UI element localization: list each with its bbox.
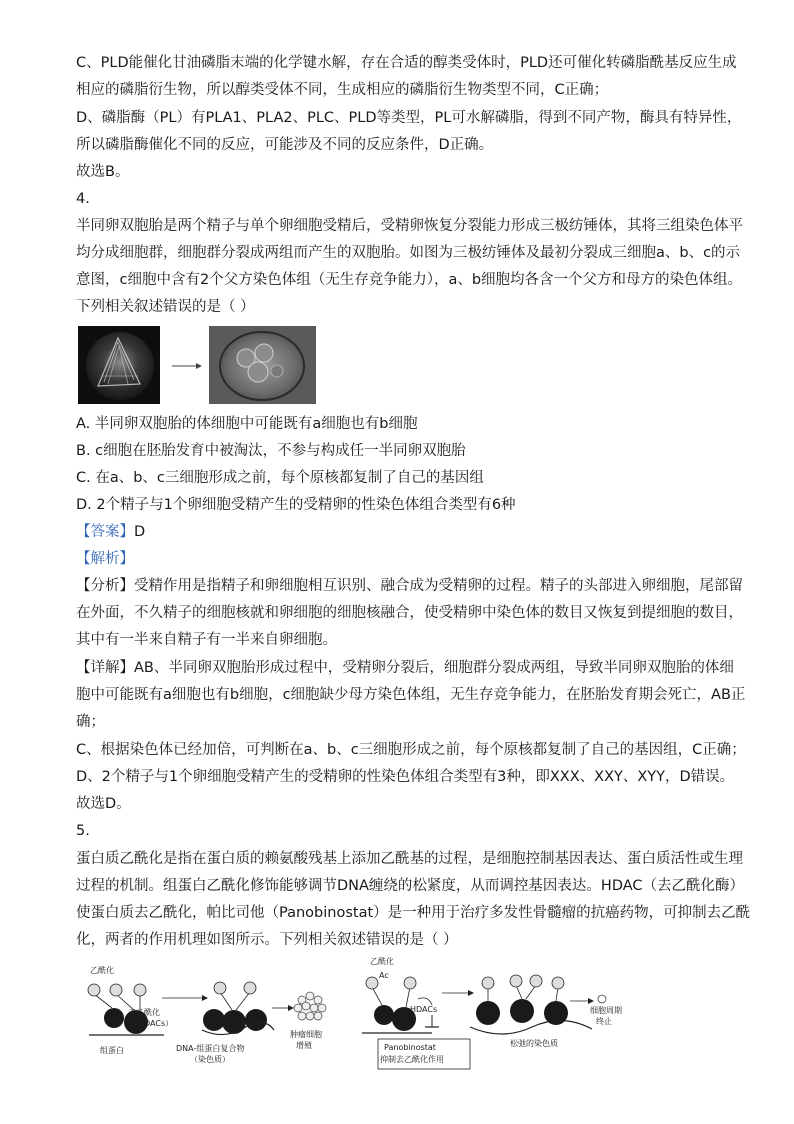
label-histone: 组蛋白: [100, 1046, 124, 1055]
option-b: B. c细胞在胚胎发育中被淘汰，不参与构成任一半同卵双胞胎: [76, 443, 466, 459]
text-line: 相应的磷脂衍生物，所以醇类受体不同，生成相应的磷脂衍生物类型不同，C正确；: [76, 82, 609, 98]
question-text: 使蛋白质去乙酰化，帕比司他（Panobinostat）是一种用于治疗多发性骨髓瘤的抗癌药物，可抑制去乙酰: [76, 905, 751, 921]
question-text: 半同卵双胞胎是两个精子与单个卵细胞受精后，受精卵恢复分裂能力形成三极纺锤体，其将三组染色体平: [76, 218, 743, 234]
text-line: 所以磷脂酶催化不同的反应，可能涉及不同的反应条件，D正确。: [76, 137, 494, 153]
question-number: 4.: [76, 191, 90, 207]
question-text: 意图，c细胞中含有2个父方染色体组（无生存竞争能力），a、b细胞均各含一个父方和母方的染色体组。: [76, 272, 743, 288]
explanation-text: AB、半同卵双胞胎形成过程中，受精卵分裂后，细胞群分裂成两组，导致半同卵双胞胎的体细: [134, 660, 734, 676]
analysis-tag: [76, 546, 726, 572]
question-text: 过程的机制。组蛋白乙酰化修饰能够调节DNA缠绕的松紧度，从而调控基因表达。HDAC（去乙酰化酶）: [76, 878, 745, 894]
label-ac: Ac: [379, 971, 389, 980]
explanation-line: C、根据染色体已经加倍，可判断在a、b、c三细胞形成之前，每个原核都复制了自己的基因组，C正确；: [76, 742, 746, 758]
analysis-sub-tag: 【分析】: [76, 578, 134, 594]
label-acetylation-2: 乙酰化: [370, 957, 394, 966]
explanation-line: 胞中可能既有a细胞也有b细胞，c细胞缺少母方染色体组，无生存竞争能力，在胚胎发育期会死亡，AB正: [76, 687, 746, 703]
label-proliferation: 增殖: [296, 1041, 312, 1050]
analysis-heading: 【解析】: [76, 551, 134, 567]
explanation-line: 确；: [76, 714, 105, 730]
explanation-line: D、2个精子与1个卵细胞受精产生的受精卵的性染色体组合类型有3种，即XXX、XXY、XYY，D错误。: [76, 769, 735, 785]
label-inhibit: 抑制去乙酰化作用: [380, 1055, 444, 1064]
option-c: C. 在a、b、c三细胞形成之前，每个原核都复制了自己的基因组: [76, 470, 484, 486]
question-number: 5.: [76, 823, 90, 839]
text-line: C、PLD能催化甘油磷脂末端的化学键水解，存在合适的醇类受体时，PLD还可催化转磷脂酰基反应生成: [76, 55, 737, 71]
label-hdacs-2: HDACs: [410, 1005, 438, 1014]
answer-value: D: [134, 524, 146, 540]
arrow-icon: [172, 363, 202, 369]
analysis-line: [76, 573, 743, 599]
analysis-text: 受精作用是指精子和卵细胞相互识别、融合成为受精卵的过程。精子的头部进入卵细胞，尾部留: [134, 578, 743, 594]
selection-line: 故选D。: [76, 796, 131, 812]
option-d: D. 2个精子与1个卵细胞受精产生的受精卵的性染色体组合类型有6种: [76, 497, 516, 513]
label-hdacs: （HDACs）: [130, 1019, 174, 1028]
analysis-line: 其中有一半来自精子有一半来自卵细胞。: [76, 632, 337, 648]
label-chromatin: （染色质）: [190, 1055, 230, 1064]
question-text: 化，两者的作用机理如图所示。下列相关叙述错误的是（ ）: [76, 932, 458, 948]
label-acetylation: 乙酰化: [90, 966, 114, 975]
question-text: 下列相关叙述错误的是（ ）: [76, 299, 255, 315]
explanation-tag: 【详解】: [76, 660, 134, 676]
explanation-line: [76, 655, 736, 681]
question-text: 均分成细胞群，细胞群分裂成两组而产生的双胞胎。如图为三极纺锤体及最初分裂成三细胞a、b、c的示: [76, 245, 741, 261]
question-text: 蛋白质乙酰化是指在蛋白质的赖氨酸残基上添加乙酰基的过程，是细胞控制基因表达、蛋白质活性或生理: [76, 851, 743, 867]
text-line: 故选B。: [76, 164, 130, 180]
analysis-line: 在外面，不久精子的细胞核就和卵细胞的细胞核融合，使受精卵中染色体的数目又恢复到提细胞的数目，: [76, 605, 743, 621]
label-deacetylation: 去乙酰化: [128, 1008, 160, 1017]
spindle-micrograph: [78, 326, 160, 404]
text-line: D、磷脂酶（PL）有PLA1、PLA2、PLC、PLD等类型，PL可水解磷脂，得到不同产物，酶具有特异性，: [76, 110, 742, 126]
option-a: A. 半同卵双胞胎的体细胞中可能既有a细胞也有b细胞: [76, 416, 418, 432]
answer-line: [76, 519, 726, 545]
label-panobinostat: Panobinostat: [384, 1043, 436, 1052]
label-tumor: 肿瘤细胞: [290, 1030, 322, 1039]
label-dna-complex: DNA-组蛋白复合物: [176, 1044, 245, 1053]
three-cell-micrograph: [209, 326, 316, 404]
label-cycle-end-1: 细胞周期: [590, 1006, 622, 1015]
label-loose-chromatin: 松弛的染色质: [510, 1039, 558, 1048]
q4-figure: [78, 326, 323, 406]
label-cycle-end-2: 终止: [596, 1017, 612, 1026]
answer-tag: 【答案】: [76, 524, 134, 540]
